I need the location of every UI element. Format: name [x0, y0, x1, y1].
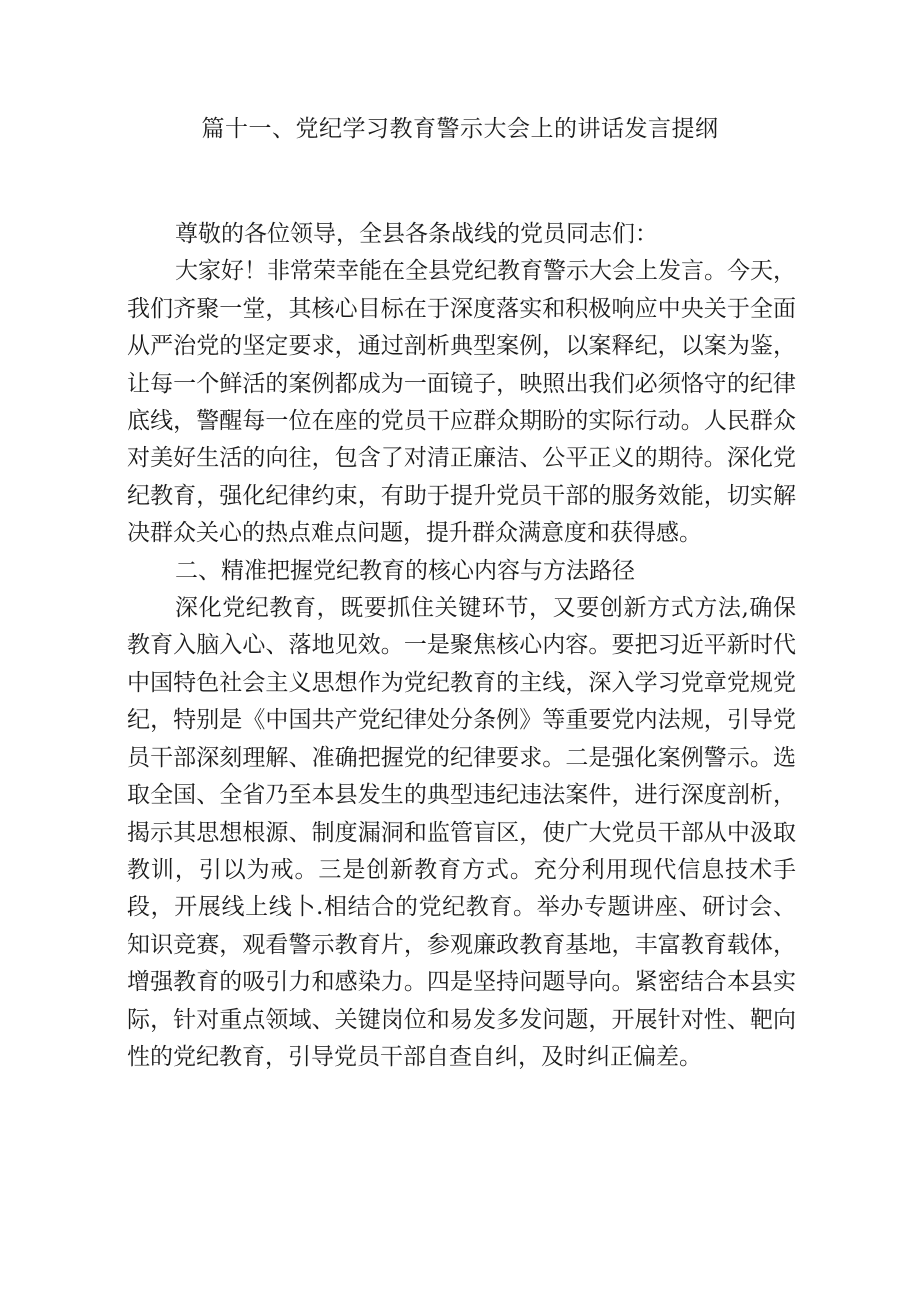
paragraph-methods: 深化党纪教育，既要抓住关键环节，又要创新方式方法,确保教育入脑入心、落地见效。一是聚焦核心内容。要把习近平新时代中国特色社会主义思想作为党纪教育的主线，深入学习党章党规党纪，特别是《中国共产党纪律处分条例》等重要党内法规，引导党员干部深刻理解、准确把握党的纪律要求。二是强化案例警示。选取全国、全省乃至本县发生的典型违纪违法案件，进行深度剖析，揭示其思想根源、制度漏洞和监管盲区，使广大党员干部从中汲取教训，引以为戒。三是创新教育方式。充分利用现代信息技术手段，开展线上线卜.相结合的党纪教育。举办专题讲座、研讨会、知识竞赛，观看警示教育片，参观廉政教育基地，丰富教育载体，增强教育的吸引力和感染力。四是坚持问题导向。紧密结合本县实际，针对重点领域、关键岗位和易发多发问题，开展针对性、靶向性的党纪教育，引导党员干部自查自纠，及时纠正偏差。 [127, 595, 796, 1070]
document-title: 篇十一、党纪学习教育警示大会上的讲话发言提纲 [201, 116, 719, 142]
section-heading: 二、精准把握党纪教育的核心内容与方法路径 [175, 557, 635, 584]
salutation: 尊敬的各位领导，全县各条战线的党员同志们： [175, 221, 658, 247]
paragraph-opening: 大家好！非常荣幸能在全县党纪教育警示大会上发言。今天，我们齐聚一堂，其核心目标在于深度落实和积极响应中央关于全面从严治党的坚定要求，通过剖析典型案例，以案释纪，以案为鉴，让每一个鲜活的案例都成为一面镜子，映照出我们必须恪守的纪律底线，警醒每一位在座的党员干应群众期盼的实际行动。人民群众对美好生活的向往，包含了对清正廉洁、公平正义的期待。深化党纪教育，强化纪律约束，有助于提升党员干部的服务效能，切实解决群众关心的热点难点问题，提升群众满意度和获得感。 [127, 258, 796, 547]
document-body [127, 216, 796, 1076]
